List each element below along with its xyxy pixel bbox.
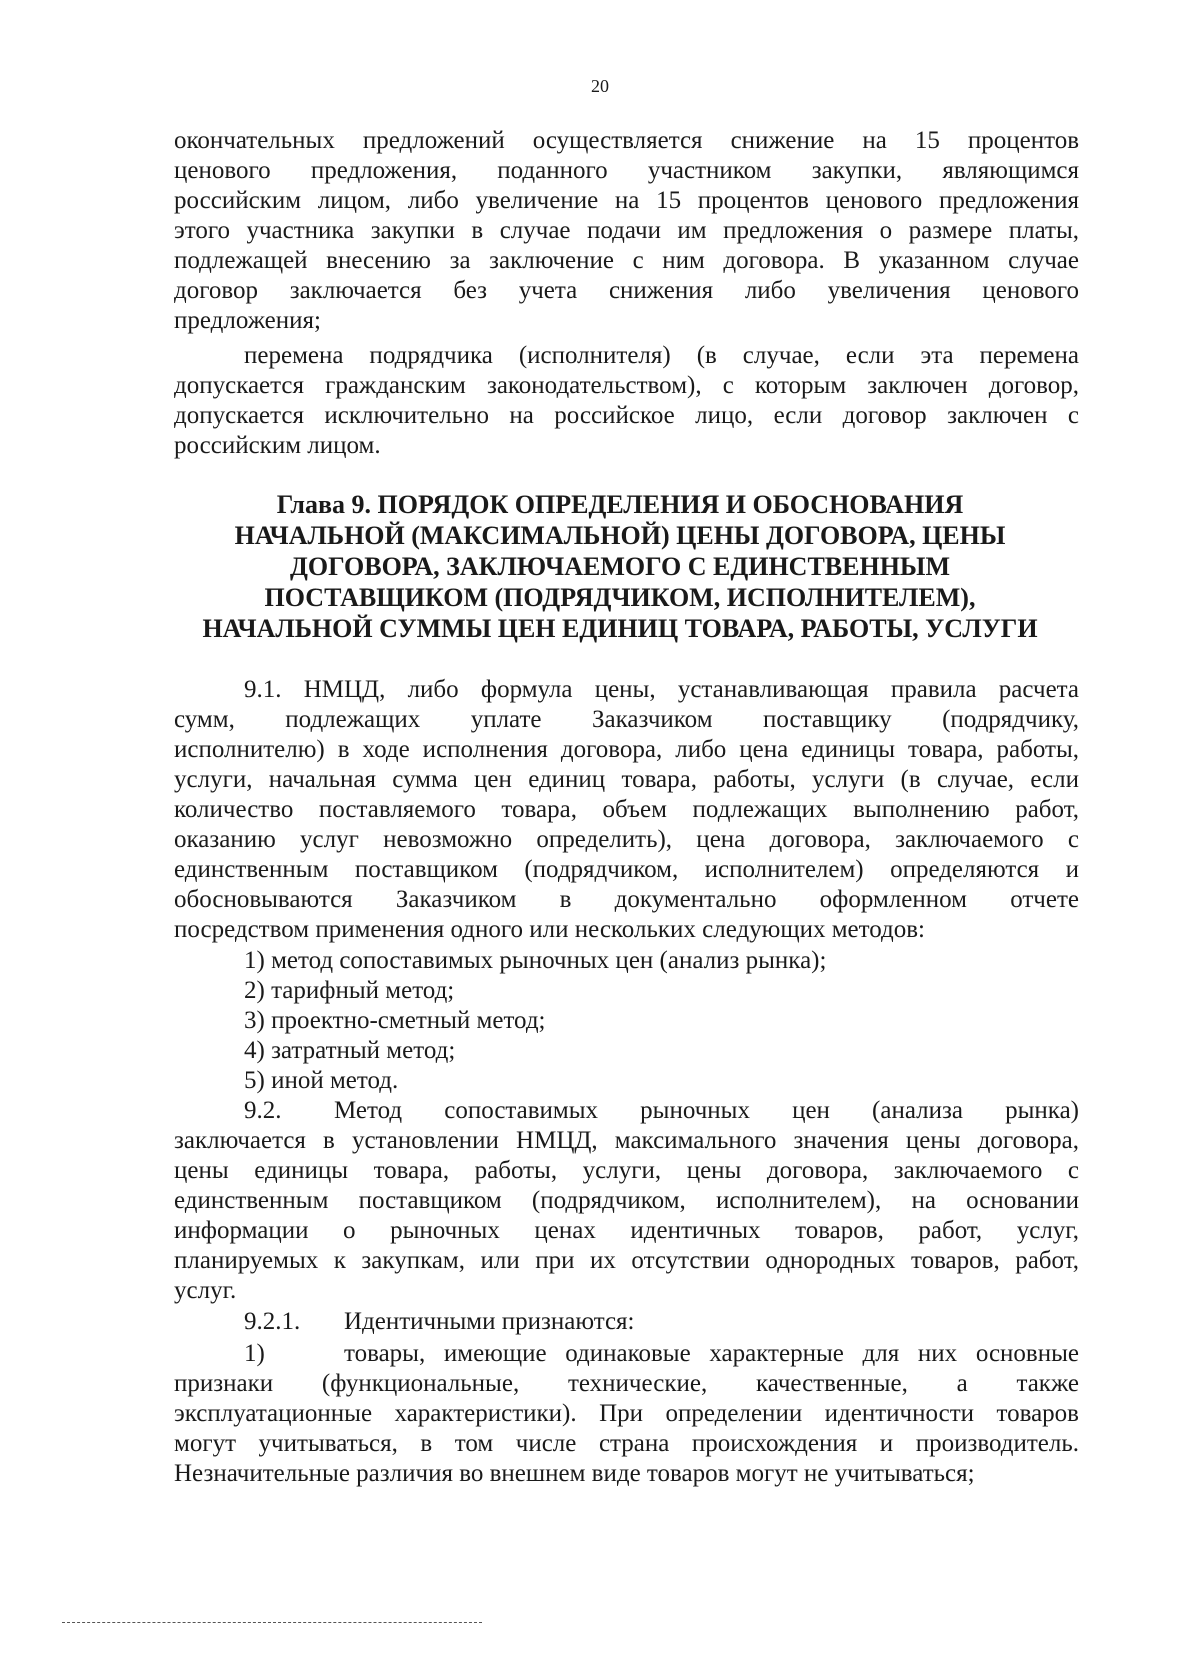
method-item: 5) иной метод. [244, 1067, 399, 1094]
method-item: 2) тарифный метод; [244, 977, 455, 1004]
item-1-lead-text: товары, имеющие одинаковые характерные для них основные [344, 1340, 1079, 1367]
section-9-1-line: количество поставляемого товара, объем подлежащих выполнению работ, [174, 796, 1079, 823]
section-9-2-line: планируемых к закупкам, или при их отсутствии однородных товаров, работ, [174, 1247, 1079, 1274]
item-1-line: признаки (функциональные, технические, качественные, а также [174, 1370, 1079, 1397]
replacement-line: допускается исключительно на российское лицо, если договор заключен с [174, 402, 1079, 429]
method-item: 4) затратный метод; [244, 1037, 456, 1064]
chapter-heading-line: ДОГОВОРА, ЗАКЛЮЧАЕМОГО С ЕДИНСТВЕННЫМ [290, 552, 950, 581]
chapter-heading-line: НАЧАЛЬНОЙ (МАКСИМАЛЬНОЙ) ЦЕНЫ ДОГОВОРА, ЦЕНЫ [234, 521, 1006, 550]
item-1-number: 1) [244, 1340, 265, 1367]
section-9-1-line: 9.1. НМЦД, либо формула цены, устанавливающая правила расчета [244, 676, 1079, 703]
section-9-2-1 [244, 1307, 634, 1337]
intro-line: окончательных предложений осуществляется снижение на 15 процентов [174, 127, 1079, 154]
intro-line: российским лицом, либо увеличение на 15 процентов ценового предложения [174, 187, 1079, 214]
page-number: 20 [591, 76, 609, 96]
intro-line: договор заключается без учета снижения либо увеличения ценового [174, 277, 1079, 304]
method-item: 1) метод сопоставимых рыночных цен (анализ рынка); [244, 947, 827, 974]
section-9-2-line: заключается в установлении НМЦД, максимального значения цены договора, [174, 1127, 1079, 1154]
section-9-2-1-text: Идентичными признаются: [344, 1308, 635, 1335]
section-9-2-line: услуг. [174, 1277, 237, 1304]
item-1-line: эксплуатационные характеристики). При определении идентичности товаров [174, 1400, 1079, 1427]
section-9-2-lead-text: Метод сопоставимых рыночных цен (анализа рынка) [334, 1097, 1079, 1124]
section-9-2-line: единственным поставщиком (подрядчиком, исполнителем), на основании [174, 1187, 1079, 1214]
section-9-2-line: информации о рыночных ценах идентичных товаров, работ, услуг, [174, 1217, 1079, 1244]
item-1-line: могут учитываться, в том числе страна происхождения и производитель. [174, 1430, 1079, 1457]
section-9-1-line: исполнителю) в ходе исполнения договора, либо цена единицы товара, работы, [174, 736, 1079, 763]
chapter-heading-line: НАЧАЛЬНОЙ СУММЫ ЦЕН ЕДИНИЦ ТОВАРА, РАБОТЫ, УСЛУГИ [202, 614, 1038, 643]
replacement-line: перемена подрядчика (исполнителя) (в случае, если эта перемена [244, 342, 1079, 369]
chapter-heading-line: ПОСТАВЩИКОМ (ПОДРЯДЧИКОМ, ИСПОЛНИТЕЛЕМ), [264, 583, 976, 612]
method-item: 3) проектно-сметный метод; [244, 1007, 546, 1034]
section-9-1-line: обосновываются Заказчиком в документально оформленном отчете [174, 886, 1079, 913]
item-1-line: Незначительные различия во внешнем виде товаров могут не учитываться; [174, 1460, 975, 1487]
section-9-1-line: сумм, подлежащих уплате Заказчиком поставщику (подрядчику, [174, 706, 1079, 733]
intro-line: ценового предложения, поданного участником закупки, являющимся [174, 157, 1079, 184]
section-9-1-line: посредством применения одного или нескольких следующих методов: [174, 916, 926, 943]
section-9-2-lead [244, 1096, 1079, 1126]
intro-line: предложения; [174, 307, 321, 334]
section-9-1-line: единственным поставщиком (подрядчиком, исполнителем) определяются и [174, 856, 1079, 883]
chapter-heading-line: Глава 9. ПОРЯДОК ОПРЕДЕЛЕНИЯ И ОБОСНОВАНИЯ [276, 490, 964, 519]
section-9-2-1-number: 9.2.1. [244, 1308, 301, 1335]
footer-rule [62, 1622, 482, 1623]
section-9-1-line: услуги, начальная сумма цен единиц товара, работы, услуги (в случае, если [174, 766, 1079, 793]
section-9-2-line: цены единицы товара, работы, услуги, цены договора, заключаемого с [174, 1157, 1079, 1184]
section-9-2-number: 9.2. [244, 1097, 282, 1124]
intro-line: этого участника закупки в случае подачи им предложения о размере платы, [174, 217, 1079, 244]
replacement-line: допускается гражданским законодательством), с которым заключен договор, [174, 372, 1079, 399]
section-9-1-line: оказанию услуг невозможно определить), цена договора, заключаемого с [174, 826, 1079, 853]
replacement-line: российским лицом. [174, 432, 381, 459]
intro-line: подлежащей внесению за заключение с ним договора. В указанном случае [174, 247, 1079, 274]
item-1-lead [244, 1339, 1079, 1369]
